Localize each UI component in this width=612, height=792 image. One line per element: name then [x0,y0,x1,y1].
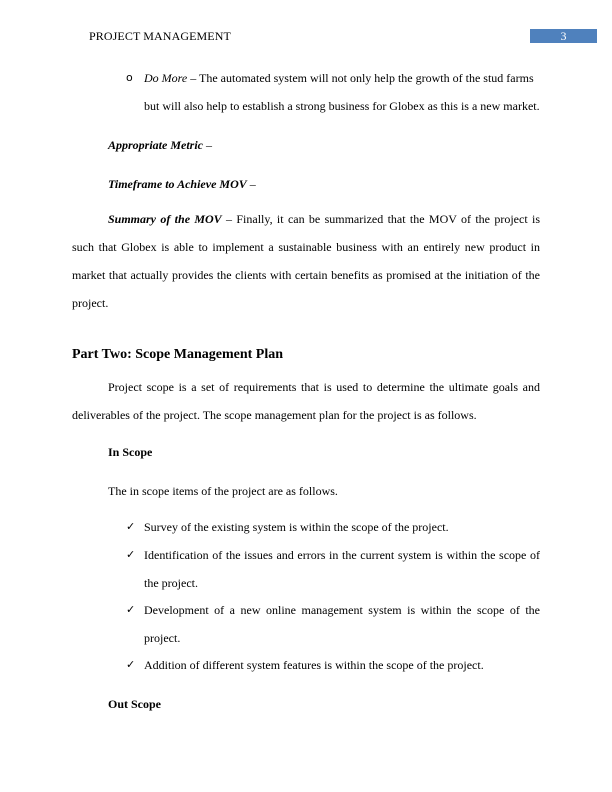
appropriate-metric [108,138,212,152]
in-scope-item-3-line2: project. [144,631,181,645]
bullet-circle-icon: o [126,71,133,84]
part-two-heading: Part Two: Scope Management Plan [72,347,284,362]
in-scope-intro: The in scope items of the project are as follows. [108,484,338,498]
do-more-label: Do More [144,71,188,85]
scope-intro-line1: Project scope is a set of requirements that is used to determine the ultimate goals and [108,380,540,394]
in-scope-item-4: Addition of different system features is within the scope of the project. [144,658,484,672]
summary-line3: market that actually provides the clients with certain benefits as promised at the initiation of the [72,268,540,282]
in-scope-item-2-line2: the project. [144,576,198,590]
do-more-line2: but will also help to establish a strong business for Globex as this is a new market. [144,99,540,113]
timeframe-label: Timeframe to Achieve MOV [108,177,247,191]
timeframe-dash: – [246,177,256,191]
in-scope-item-2-line1: Identification of the issues and errors in the current system is within the scope of [144,548,540,562]
summary-line2: such that Globex is able to implement a sustainable business with an entirely new product in [72,240,540,254]
appropriate-metric-dash: – [203,138,212,152]
check-icon: ✓ [126,603,136,616]
appropriate-metric-label: Appropriate Metric [108,138,203,152]
page-number: 3 [530,29,597,43]
in-scope-item-3-line1: Development of a new online management system is within the scope of the [144,603,540,617]
scope-intro-line2: deliverables of the project. The scope management plan for the project is as follows. [72,408,477,422]
in-scope-item-1: Survey of the existing system is within the scope of the project. [144,520,449,534]
check-icon: ✓ [126,548,136,561]
check-icon: ✓ [126,520,136,533]
summary-line4: project. [72,296,109,310]
out-scope-heading: Out Scope [108,697,162,711]
summary-text: – Finally, it can be summarized that the MOV of the project is [221,212,541,226]
do-more-text: – The automated system will not only help the growth of the stud farms [187,71,534,85]
do-more-line1 [144,71,540,85]
in-scope-heading: In Scope [108,445,153,459]
timeframe [108,177,256,191]
running-header: PROJECT MANAGEMENT [89,29,231,43]
summary-label: Summary of the MOV [108,212,222,226]
check-icon: ✓ [126,658,136,671]
summary-line1 [108,212,540,226]
